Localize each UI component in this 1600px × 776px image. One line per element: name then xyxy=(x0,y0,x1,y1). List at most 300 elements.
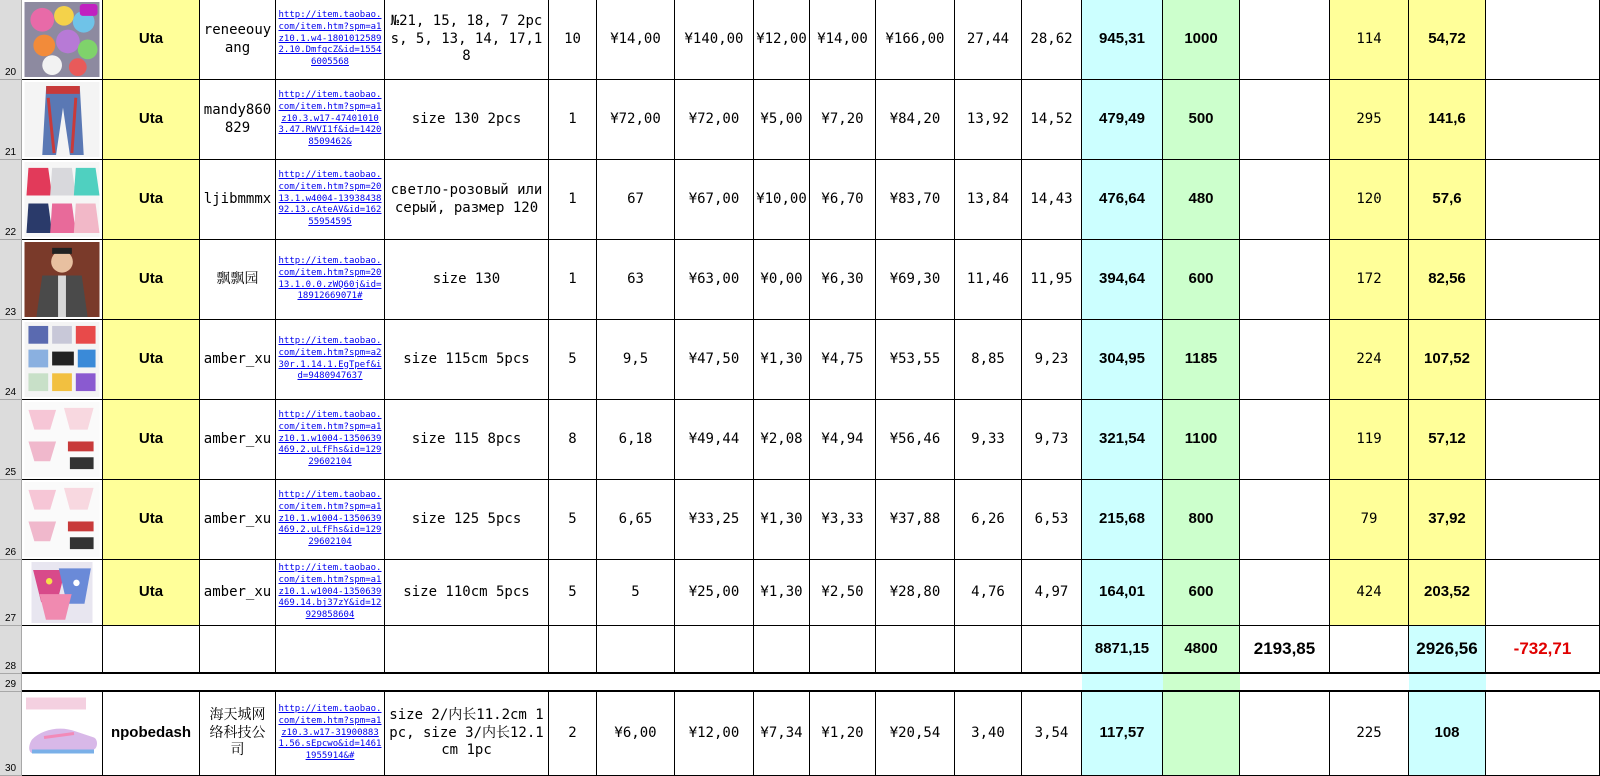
briefs-icon xyxy=(24,322,100,397)
extra-cell xyxy=(1240,0,1330,80)
spacer-cell xyxy=(103,674,200,692)
rub-cell xyxy=(1082,160,1163,240)
paid-cell xyxy=(1163,80,1240,160)
cardigans-icon xyxy=(24,162,100,237)
spacer-cell xyxy=(1409,674,1486,692)
total-diff-cell-value: -732,71 xyxy=(1513,639,1572,659)
fee-cell xyxy=(810,0,876,80)
spacer-cell xyxy=(22,674,103,692)
diff-cell xyxy=(1486,560,1600,626)
extra-cell xyxy=(1240,320,1330,400)
product-link-value[interactable]: http://item.taobao.com/item.htm?spm=a1z10.3.w17-319008831.56.sEpcwo&id=14611955914&# xyxy=(278,703,382,762)
total-cell-value: ¥25,00 xyxy=(688,583,740,600)
empty-cell xyxy=(675,626,754,674)
weight-cell xyxy=(1330,480,1409,560)
rate2-cell xyxy=(1022,160,1082,240)
diff-cell xyxy=(1486,320,1600,400)
weight-cell xyxy=(1330,400,1409,480)
paid-cell xyxy=(1163,400,1240,480)
product-link-value[interactable]: http://item.taobao.com/item.htm?spm=2013.1.0.0.zWQ60j&id=18912669071# xyxy=(278,255,382,302)
fee-cell xyxy=(810,400,876,480)
spec-cell-value: size 2/内长11.2cm 1pc, size 3/内长12.1cm 1pc xyxy=(389,707,544,759)
rate2-cell xyxy=(1022,480,1082,560)
cost-cell xyxy=(1409,480,1486,560)
paid-cell-value: 600 xyxy=(1188,270,1214,288)
cost-cell-value: 108 xyxy=(1434,724,1460,742)
total-rub-cell xyxy=(1082,626,1163,674)
rate-cell-value: 3,40 xyxy=(971,724,1005,741)
total-rub-cell-value: 8871,15 xyxy=(1094,639,1150,657)
weight-cell xyxy=(1330,80,1409,160)
seller-cell-value: 海天城网络科技公司 xyxy=(209,707,266,759)
unit-price-cell xyxy=(597,160,675,240)
unit-price-cell-value: 6,18 xyxy=(618,430,653,447)
shipping-cell xyxy=(754,560,810,626)
rub-cell xyxy=(1082,80,1163,160)
spec-cell xyxy=(385,80,549,160)
shipping-cell-value: ¥1,30 xyxy=(760,350,803,367)
shipping-cell xyxy=(754,400,810,480)
rub-cell-value: 945,31 xyxy=(1099,30,1145,48)
product-thumbnail[interactable] xyxy=(22,692,103,776)
spec-cell xyxy=(385,320,549,400)
fee-cell-value: ¥6,30 xyxy=(821,270,864,287)
row-header-27[interactable]: 27 xyxy=(0,560,22,626)
rate-cell-value: 11,46 xyxy=(966,270,1010,287)
shipping-cell-value: ¥0,00 xyxy=(760,270,803,287)
unit-price-cell-value: ¥14,00 xyxy=(610,30,661,47)
weight-cell xyxy=(1330,320,1409,400)
rub-cell xyxy=(1082,560,1163,626)
paid-cell-value: 500 xyxy=(1188,110,1214,128)
sum-cell-value: ¥20,54 xyxy=(889,724,941,741)
spec-cell-value: size 110cm 5pcs xyxy=(403,583,530,600)
diff-cell xyxy=(1486,400,1600,480)
unit-price-cell-value: 9,5 xyxy=(622,350,649,367)
weight-cell xyxy=(1330,560,1409,626)
sum-cell xyxy=(876,320,955,400)
product-link[interactable] xyxy=(276,240,385,320)
product-link[interactable] xyxy=(276,80,385,160)
brand-cell xyxy=(103,320,200,400)
weight-cell-value: 120 xyxy=(1356,190,1382,207)
paid-cell-value: 1100 xyxy=(1184,430,1218,448)
total-cell-value: ¥67,00 xyxy=(688,190,740,207)
paid-cell-value: 600 xyxy=(1188,583,1214,601)
brand-cell-value: Uta xyxy=(138,30,164,48)
spacer-cell xyxy=(876,674,955,692)
product-link-value[interactable]: http://item.taobao.com/item.htm?spm=a1z10.1.w1004-1350639469.2.uLfFhs&id=12929602104 xyxy=(278,409,382,468)
paid-cell xyxy=(1163,560,1240,626)
extra-cell xyxy=(1240,560,1330,626)
shipping-cell xyxy=(754,160,810,240)
product-thumbnail[interactable] xyxy=(22,240,103,320)
cost-cell xyxy=(1409,0,1486,80)
total-cell xyxy=(675,0,754,80)
rate-cell xyxy=(955,160,1022,240)
row-header-29[interactable]: 29 xyxy=(0,674,22,692)
spacer-cell xyxy=(1163,674,1240,692)
sum-cell-value: ¥166,00 xyxy=(885,30,945,47)
spacer-cell xyxy=(200,674,276,692)
total-paid-cell xyxy=(1163,626,1240,674)
product-link-value[interactable]: http://item.taobao.com/item.htm?spm=a1z10.3.w17-474010103.47.RWVI1f&id=14208509462& xyxy=(278,89,382,148)
brand-cell xyxy=(103,160,200,240)
shoe-icon xyxy=(24,694,100,773)
empty-cell xyxy=(200,626,276,674)
extra-cell xyxy=(1240,80,1330,160)
rate-cell-value: 13,84 xyxy=(966,190,1010,207)
qty-cell xyxy=(549,692,597,776)
fee-cell xyxy=(810,160,876,240)
qty-cell-value: 1 xyxy=(568,190,577,207)
total-extra-cell-value: 2193,85 xyxy=(1253,639,1316,659)
product-link[interactable] xyxy=(276,480,385,560)
cost-cell-value: 141,6 xyxy=(1428,110,1466,128)
brand-cell-value: Uta xyxy=(138,190,164,208)
spec-cell xyxy=(385,240,549,320)
paid-cell xyxy=(1163,480,1240,560)
shipping-cell-value: ¥1,30 xyxy=(760,510,803,527)
spacer-cell xyxy=(955,674,1022,692)
product-thumbnail[interactable] xyxy=(22,0,103,80)
shipping-cell xyxy=(754,692,810,776)
product-link-value[interactable]: http://item.taobao.com/item.htm?spm=a230r.1.14.1.EgTpef&id=9480947637 xyxy=(278,335,382,382)
weight-cell-value: 295 xyxy=(1356,110,1382,127)
total-cell xyxy=(675,320,754,400)
fee-cell-value: ¥4,75 xyxy=(821,350,864,367)
rub-cell xyxy=(1082,320,1163,400)
seller-cell-value: amber_xu xyxy=(203,583,272,600)
rate-cell xyxy=(955,240,1022,320)
product-link[interactable] xyxy=(276,160,385,240)
diff-cell xyxy=(1486,0,1600,80)
spacer-cell xyxy=(549,674,597,692)
product-link[interactable] xyxy=(276,400,385,480)
qty-cell-value: 5 xyxy=(568,583,577,600)
fee-cell-value: ¥6,70 xyxy=(821,190,864,207)
unit-price-cell xyxy=(597,692,675,776)
unit-price-cell-value: ¥72,00 xyxy=(610,110,661,127)
paid-cell xyxy=(1163,240,1240,320)
sum-cell-value: ¥53,55 xyxy=(889,350,941,367)
weight-cell-value: 114 xyxy=(1356,30,1382,47)
brand-cell-value: Uta xyxy=(138,510,164,528)
total-extra-cell xyxy=(1240,626,1330,674)
rate-cell xyxy=(955,560,1022,626)
brand-cell xyxy=(103,400,200,480)
total-cell-value: ¥33,25 xyxy=(688,510,740,527)
fee-cell-value: ¥1,20 xyxy=(821,724,864,741)
seller-cell-value: amber_xu xyxy=(203,510,272,527)
rub-cell-value: 164,01 xyxy=(1099,583,1145,601)
diff-cell xyxy=(1486,692,1600,776)
sum-cell xyxy=(876,80,955,160)
rate-cell-value: 27,44 xyxy=(966,30,1010,47)
rate2-cell-value: 28,62 xyxy=(1030,30,1073,47)
product-thumbnail[interactable] xyxy=(22,560,103,626)
extra-cell xyxy=(1240,240,1330,320)
product-link-value[interactable]: http://item.taobao.com/item.htm?spm=a1z10.1.w1004-1350639469.14.bj37zY&id=12929858604 xyxy=(278,562,382,621)
diff-cell xyxy=(1486,160,1600,240)
cost-cell-value: 82,56 xyxy=(1428,270,1466,288)
seller-cell-value: reneeouyang xyxy=(203,22,272,56)
row-header-21[interactable]: 21 xyxy=(0,80,22,160)
paid-cell xyxy=(1163,692,1240,776)
spec-cell-value: size 115cm 5pcs xyxy=(403,350,530,367)
weight-cell xyxy=(1330,240,1409,320)
fee-cell xyxy=(810,480,876,560)
spacer-cell xyxy=(1022,674,1082,692)
extra-cell xyxy=(1240,692,1330,776)
rate-cell-value: 9,33 xyxy=(971,430,1005,447)
fee-cell-value: ¥7,20 xyxy=(821,110,864,127)
sum-cell-value: ¥84,20 xyxy=(889,110,941,127)
rate2-cell-value: 4,97 xyxy=(1034,583,1069,600)
total-cell-value: ¥63,00 xyxy=(688,270,740,287)
weight-cell-value: 119 xyxy=(1356,430,1382,447)
shipping-cell-value: ¥5,00 xyxy=(760,110,803,127)
spec-cell-value: №21, 15, 18, 7 2pcs, 5, 13, 14, 17,18 xyxy=(390,13,543,65)
product-link[interactable] xyxy=(276,320,385,400)
paid-cell-value: 1000 xyxy=(1184,30,1218,48)
empty-cell xyxy=(276,626,385,674)
rub-cell xyxy=(1082,692,1163,776)
fee-cell xyxy=(810,80,876,160)
rub-cell-value: 479,49 xyxy=(1099,110,1145,128)
unit-price-cell xyxy=(597,80,675,160)
sum-cell xyxy=(876,240,955,320)
spacer-cell xyxy=(597,674,675,692)
brand-cell xyxy=(103,480,200,560)
product-link-value[interactable]: http://item.taobao.com/item.htm?spm=a1z10.1.w4-18010125892.10.DmfgcZ&id=15546005568 xyxy=(278,9,382,68)
weight-cell xyxy=(1330,160,1409,240)
total-cell xyxy=(675,400,754,480)
total-cost-cell xyxy=(1409,626,1486,674)
empty-cell xyxy=(385,626,549,674)
product-link[interactable] xyxy=(276,692,385,776)
fee-cell-value: ¥2,50 xyxy=(821,583,864,600)
extra-cell xyxy=(1240,480,1330,560)
seller-cell xyxy=(200,692,276,776)
rub-cell xyxy=(1082,400,1163,480)
row-header-23[interactable]: 23 xyxy=(0,240,22,320)
sum-cell xyxy=(876,400,955,480)
diff-cell xyxy=(1486,240,1600,320)
sum-cell-value: ¥69,30 xyxy=(889,270,941,287)
empty-cell xyxy=(597,626,675,674)
shipping-cell-value: ¥1,30 xyxy=(760,583,803,600)
product-thumbnail[interactable] xyxy=(22,320,103,400)
extra-cell xyxy=(1240,400,1330,480)
rub-cell-value: 476,64 xyxy=(1099,190,1145,208)
weight-cell-value: 224 xyxy=(1356,350,1382,367)
sum-cell xyxy=(876,480,955,560)
row-header-28[interactable]: 28 xyxy=(0,626,22,674)
qty-cell xyxy=(549,400,597,480)
rate-cell xyxy=(955,0,1022,80)
product-thumbnail[interactable] xyxy=(22,160,103,240)
spacer-cell xyxy=(385,674,549,692)
empty-cell xyxy=(876,626,955,674)
spec-cell xyxy=(385,400,549,480)
qty-cell xyxy=(549,560,597,626)
seller-cell xyxy=(200,0,276,80)
total-cost-cell-value: 2926,56 xyxy=(1416,639,1478,659)
boy-jacket-icon xyxy=(24,242,100,317)
qty-cell-value: 8 xyxy=(568,430,577,447)
toys-icon xyxy=(24,2,100,77)
seller-cell xyxy=(200,400,276,480)
row-header-22[interactable]: 22 xyxy=(0,160,22,240)
rate2-cell-value: 9,73 xyxy=(1034,430,1069,447)
seller-cell xyxy=(200,320,276,400)
total-cell xyxy=(675,160,754,240)
cost-cell-value: 57,6 xyxy=(1432,190,1462,208)
row-header-26[interactable]: 26 xyxy=(0,480,22,560)
fee-cell-value: ¥14,00 xyxy=(817,30,868,47)
spacer-cell xyxy=(754,674,810,692)
brand-cell-value: Uta xyxy=(138,350,164,368)
rate-cell xyxy=(955,400,1022,480)
product-link-value[interactable]: http://item.taobao.com/item.htm?spm=2013.1.w4004-1393843892.13.cAteAV&id=16255954595 xyxy=(278,169,382,228)
qty-cell-value: 2 xyxy=(568,724,577,741)
spec-cell-value: size 125 5pcs xyxy=(411,510,522,527)
product-link[interactable] xyxy=(276,0,385,80)
spec-cell-value: size 115 8pcs xyxy=(411,430,522,447)
brand-cell xyxy=(103,0,200,80)
seller-cell-value: mandy860829 xyxy=(203,102,272,136)
seller-cell xyxy=(200,240,276,320)
cost-cell xyxy=(1409,80,1486,160)
spec-cell xyxy=(385,480,549,560)
sum-cell xyxy=(876,560,955,626)
rate-cell xyxy=(955,692,1022,776)
brand-cell-value: Uta xyxy=(138,430,164,448)
sum-cell xyxy=(876,692,955,776)
shipping-cell xyxy=(754,320,810,400)
shipping-cell xyxy=(754,480,810,560)
total-weight-cell xyxy=(1330,626,1409,674)
total-cell-value: ¥72,00 xyxy=(688,110,740,127)
unit-price-cell xyxy=(597,480,675,560)
row-header-20[interactable]: 20 xyxy=(0,0,22,80)
spec-cell-value: size 130 2pcs xyxy=(411,110,522,127)
total-paid-cell-value: 4800 xyxy=(1184,639,1218,657)
paid-cell xyxy=(1163,0,1240,80)
paid-cell xyxy=(1163,160,1240,240)
qty-cell xyxy=(549,160,597,240)
qty-cell-value: 5 xyxy=(568,350,577,367)
empty-cell xyxy=(103,626,200,674)
cost-cell xyxy=(1409,400,1486,480)
seller-cell xyxy=(200,80,276,160)
rate2-cell xyxy=(1022,692,1082,776)
seller-cell xyxy=(200,480,276,560)
rate2-cell-value: 6,53 xyxy=(1034,510,1069,527)
rate2-cell-value: 14,43 xyxy=(1030,190,1073,207)
underwear-pink-icon xyxy=(24,402,100,477)
row-header-30[interactable]: 30 xyxy=(0,692,22,776)
shipping-cell-value: ¥7,34 xyxy=(760,724,803,741)
qty-cell-value: 10 xyxy=(564,30,581,47)
sum-cell xyxy=(876,0,955,80)
spacer-cell xyxy=(1240,674,1330,692)
product-thumbnail[interactable] xyxy=(22,400,103,480)
seller-cell-value: 飘飘园 xyxy=(216,270,259,287)
rate-cell-value: 4,76 xyxy=(971,583,1005,600)
unit-price-cell xyxy=(597,240,675,320)
shipping-cell xyxy=(754,0,810,80)
spec-cell xyxy=(385,692,549,776)
rate2-cell-value: 3,54 xyxy=(1034,724,1069,741)
empty-cell xyxy=(1022,626,1082,674)
sum-cell-value: ¥56,46 xyxy=(889,430,941,447)
brand-cell-value: npobedash xyxy=(110,724,191,742)
total-cell-value: ¥49,44 xyxy=(688,430,740,447)
fee-cell xyxy=(810,240,876,320)
rate2-cell xyxy=(1022,80,1082,160)
total-cell-value: ¥140,00 xyxy=(684,30,744,47)
brand-cell xyxy=(103,692,200,776)
product-thumbnail[interactable] xyxy=(22,80,103,160)
weight-cell xyxy=(1330,0,1409,80)
product-link-value[interactable]: http://item.taobao.com/item.htm?spm=a1z10.1.w1004-1350639469.2.uLfFhs&id=12929602104 xyxy=(278,489,382,548)
spacer-cell xyxy=(810,674,876,692)
rate-cell-value: 13,92 xyxy=(966,110,1010,127)
weight-cell-value: 79 xyxy=(1360,510,1378,527)
sum-cell-value: ¥28,80 xyxy=(889,583,941,600)
weight-cell-value: 424 xyxy=(1356,583,1382,600)
product-link[interactable] xyxy=(276,560,385,626)
rub-cell xyxy=(1082,240,1163,320)
weight-cell-value: 225 xyxy=(1356,724,1382,741)
jeans-icon xyxy=(24,82,100,157)
rate2-cell xyxy=(1022,560,1082,626)
spec-cell xyxy=(385,160,549,240)
rub-cell xyxy=(1082,480,1163,560)
rate-cell-value: 8,85 xyxy=(971,350,1005,367)
total-cell-value: ¥47,50 xyxy=(688,350,740,367)
rate2-cell xyxy=(1022,0,1082,80)
row-header-24[interactable]: 24 xyxy=(0,320,22,400)
rate-cell xyxy=(955,480,1022,560)
unit-price-cell xyxy=(597,560,675,626)
spec-cell-value: светло-розовый или серый, размер 120 xyxy=(390,182,543,216)
spacer-cell xyxy=(675,674,754,692)
product-thumbnail[interactable] xyxy=(22,480,103,560)
unit-price-cell-value: ¥6,00 xyxy=(614,724,657,741)
cost-cell xyxy=(1409,320,1486,400)
qty-cell xyxy=(549,240,597,320)
cost-cell xyxy=(1409,160,1486,240)
rate2-cell xyxy=(1022,320,1082,400)
shipping-cell xyxy=(754,240,810,320)
total-cell xyxy=(675,480,754,560)
spec-cell xyxy=(385,560,549,626)
total-cell xyxy=(675,80,754,160)
empty-cell xyxy=(22,626,103,674)
cost-cell-value: 54,72 xyxy=(1428,30,1466,48)
cost-cell-value: 57,12 xyxy=(1428,430,1466,448)
total-cell xyxy=(675,692,754,776)
empty-cell xyxy=(955,626,1022,674)
rate-cell-value: 6,26 xyxy=(971,510,1005,527)
qty-cell xyxy=(549,320,597,400)
row-header-25[interactable]: 25 xyxy=(0,400,22,480)
qty-cell xyxy=(549,0,597,80)
shipping-cell-value: ¥2,08 xyxy=(760,430,803,447)
